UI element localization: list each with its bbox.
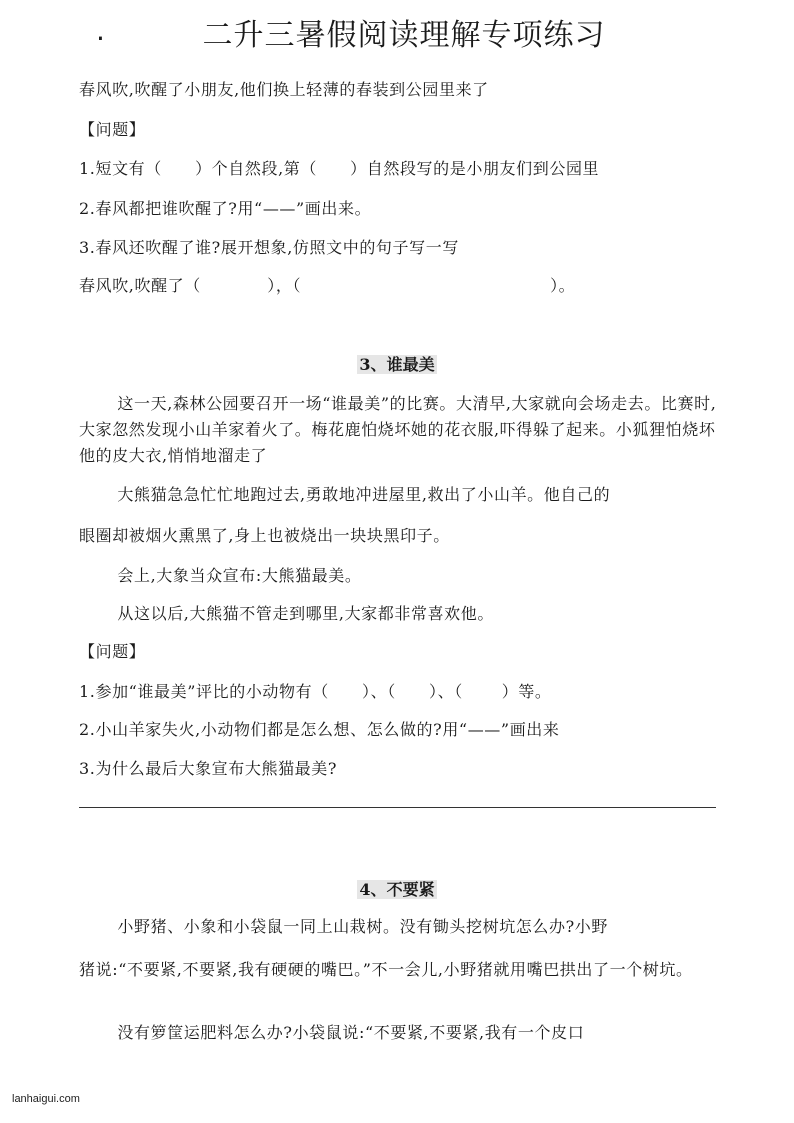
answer-rule xyxy=(79,807,716,808)
section-3-paragraph-3: 会上,大象当众宣布:大熊猫最美。 xyxy=(117,566,362,585)
page-title: 二升三暑假阅读理解专项练习 xyxy=(202,18,606,53)
section-4-heading-text: 4、不要紧 xyxy=(359,880,435,899)
section-4-paragraph-1: 小野猪、小象和小袋鼠一同上山栽树。没有锄头挖树坑怎么办?小野 xyxy=(117,917,608,936)
section-3-heading xyxy=(0,352,794,375)
footer-site: lanhaigui.com xyxy=(12,1093,80,1105)
section-3-heading-text: 3、谁最美 xyxy=(359,355,435,374)
question-1: 1.短文有（ ）个自然段,第（ ）自然段写的是小朋友们到公园里 xyxy=(79,159,600,178)
question-label: 【问题】 xyxy=(79,642,146,661)
question-2: 2.小山羊家失火,小动物们都是怎么想、怎么做的?用“——”画出来 xyxy=(79,720,560,739)
section-3-paragraph-1: 这一天,森林公园要召开一场“谁最美”的比赛。大清早,大家就向会场走去。比赛时,大家忽然发现小山羊家着火了。梅花鹿怕烧坏她的花衣服,吓得躲了起来。小狐狸怕烧坏他的皮大衣,悄悄地溜走了 xyxy=(79,394,717,465)
question-3: 3.为什么最后大象宣布大熊猫最美? xyxy=(79,759,338,778)
section-4-paragraph-1-cont: 猪说:“不要紧,不要紧,我有硬硬的嘴巴。”不一会儿,小野猪就用嘴巴拱出了一个树坑。 xyxy=(79,960,693,979)
section-4-heading xyxy=(0,877,794,900)
question-label: 【问题】 xyxy=(79,120,146,139)
passage-line: 春风吹,吹醒了小朋友,他们换上轻薄的春装到公园里来了 xyxy=(79,80,489,99)
question-1: 1.参加“谁最美”评比的小动物有（ ）、（ ）、（ ）等。 xyxy=(79,682,552,701)
section-3-paragraph-4: 从这以后,大熊猫不管走到哪里,大家都非常喜欢他。 xyxy=(117,604,494,623)
section-3-paragraph-2: 大熊猫急急忙忙地跑过去,勇敢地冲进屋里,救出了小山羊。他自己的 xyxy=(117,485,611,504)
question-3: 3.春风还吹醒了谁?展开想象,仿照文中的句子写一写 xyxy=(79,238,459,257)
section-3-paragraph-2-cont: 眼圈却被烟火熏黑了,身上也被烧出一块块黑印子。 xyxy=(79,526,450,545)
answer-line: 春风吹,吹醒了（ ），（ ）。 xyxy=(79,276,576,295)
section-4-paragraph-2: 没有箩筐运肥料怎么办?小袋鼠说:“不要紧,不要紧,我有一个皮口 xyxy=(117,1023,585,1042)
question-2: 2.春风都把谁吹醒了?用“——”画出来。 xyxy=(79,199,372,218)
title-bullet: . xyxy=(96,14,105,47)
